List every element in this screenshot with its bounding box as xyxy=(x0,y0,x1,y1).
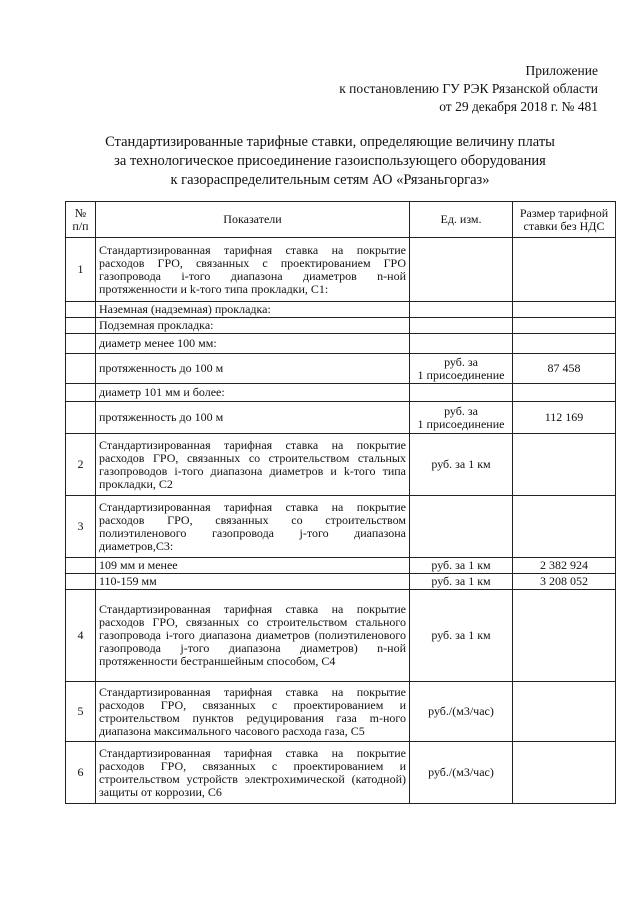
row-num: 3 xyxy=(66,496,96,558)
row-unit: руб./(м3/час) xyxy=(410,682,513,742)
row-indicator: Стандартизированная тарифная ставка на покрытие расходов ГРО, связанных с проектированием ГРО газопровода i-того диапазона диаметров n-ной протяженности и k-того типа прокладки, С1: xyxy=(96,238,410,302)
row-num: 1 xyxy=(66,238,96,302)
row-unit xyxy=(410,384,513,402)
row-indicator: Стандартизированная тарифная ставка на покрытие расходов ГРО, связанных с проектированием и строительством устройств электрохимической (катодной) защиты от коррозии, С6 xyxy=(96,742,410,804)
row-num xyxy=(66,384,96,402)
row-indicator: диаметр менее 100 мм: xyxy=(96,334,410,354)
row-indicator: протяженность до 100 м xyxy=(96,402,410,434)
row-indicator: 110-159 мм xyxy=(96,574,410,590)
row-num xyxy=(66,574,96,590)
row-unit: руб. за 1 км xyxy=(410,590,513,682)
row-num xyxy=(66,558,96,574)
row-unit: руб. за 1 км xyxy=(410,574,513,590)
row-num: 4 xyxy=(66,590,96,682)
table-row xyxy=(66,402,616,434)
row-indicator: диаметр 101 мм и более: xyxy=(96,384,410,402)
row-value xyxy=(513,434,616,496)
row-num: 2 xyxy=(66,434,96,496)
row-value xyxy=(513,682,616,742)
row-value xyxy=(513,238,616,302)
table-row xyxy=(66,742,616,804)
row-indicator: Стандартизированная тарифная ставка на покрытие расходов ГРО, связанных со строительством стального газопровода i-того диапазона диаметров (полиэтиленового газопровода j-того диапазона диаметров) n-ной протяженности бестраншейным способом, С4 xyxy=(96,590,410,682)
title-line-3: к газораспределительным сетям АО «Рязаньгоргаз» xyxy=(170,172,490,188)
row-value: 3 208 052 xyxy=(513,574,616,590)
table-row xyxy=(66,334,616,354)
row-unit xyxy=(410,238,513,302)
row-value xyxy=(513,590,616,682)
header-value: Размер тарифной ставки без НДС xyxy=(513,202,616,238)
row-indicator: Подземная прокладка: xyxy=(96,318,410,334)
row-unit: руб./(м3/час) xyxy=(410,742,513,804)
appendix-header xyxy=(238,62,598,116)
row-indicator: Наземная (надземная) прокладка: xyxy=(96,302,410,318)
row-indicator: протяженность до 100 м xyxy=(96,354,410,384)
row-value xyxy=(513,384,616,402)
table-row xyxy=(66,558,616,574)
row-unit: руб. за 1 присоединение xyxy=(410,354,513,384)
row-unit: руб. за 1 км xyxy=(410,434,513,496)
row-num: 5 xyxy=(66,682,96,742)
table-row xyxy=(66,574,616,590)
table-row xyxy=(66,682,616,742)
row-value xyxy=(513,318,616,334)
row-num xyxy=(66,318,96,334)
row-indicator: 109 мм и менее xyxy=(96,558,410,574)
row-num xyxy=(66,334,96,354)
row-num: 6 xyxy=(66,742,96,804)
table-header-row xyxy=(66,202,616,238)
row-unit xyxy=(410,496,513,558)
appendix-resolution: к постановлению ГУ РЭК Рязанской области xyxy=(339,81,598,96)
table-row xyxy=(66,384,616,402)
tariff-table xyxy=(65,201,616,804)
row-num xyxy=(66,402,96,434)
header-num: № п/п xyxy=(66,202,96,238)
table-row xyxy=(66,302,616,318)
table-row xyxy=(66,434,616,496)
row-unit: руб. за 1 присоединение xyxy=(410,402,513,434)
row-unit xyxy=(410,334,513,354)
header-unit: Ед. изм. xyxy=(410,202,513,238)
row-value xyxy=(513,302,616,318)
row-value: 2 382 924 xyxy=(513,558,616,574)
title-line-1: Стандартизированные тарифные ставки, определяющие величину платы xyxy=(105,134,555,150)
row-num xyxy=(66,302,96,318)
row-value xyxy=(513,334,616,354)
table-row xyxy=(66,354,616,384)
document-title xyxy=(60,133,600,190)
title-line-2: за технологическое присоединение газоиспользующего оборудования xyxy=(114,153,546,169)
row-value xyxy=(513,496,616,558)
appendix-date: от 29 декабря 2018 г. № 481 xyxy=(439,99,598,114)
row-unit: руб. за 1 км xyxy=(410,558,513,574)
row-unit xyxy=(410,318,513,334)
header-indicator: Показатели xyxy=(96,202,410,238)
row-num xyxy=(66,354,96,384)
row-unit xyxy=(410,302,513,318)
row-value: 87 458 xyxy=(513,354,616,384)
appendix-label: Приложение xyxy=(525,63,598,78)
table-row xyxy=(66,238,616,302)
row-value xyxy=(513,742,616,804)
table-row xyxy=(66,318,616,334)
table-row xyxy=(66,590,616,682)
row-indicator: Стандартизированная тарифная ставка на покрытие расходов ГРО, связанных со строительством полиэтиленового газопровода j-того диапазона диаметров,С3: xyxy=(96,496,410,558)
row-value: 112 169 xyxy=(513,402,616,434)
row-indicator: Стандартизированная тарифная ставка на покрытие расходов ГРО, связанных со строительством стальных газопроводов i-того диапазона диаметров и k-того типа прокладки, С2 xyxy=(96,434,410,496)
row-indicator: Стандартизированная тарифная ставка на покрытие расходов ГРО, связанных с проектированием и строительством пунктов редуцирования газа m-ного диапазона максимального часового расхода газа, С5 xyxy=(96,682,410,742)
table-row xyxy=(66,496,616,558)
